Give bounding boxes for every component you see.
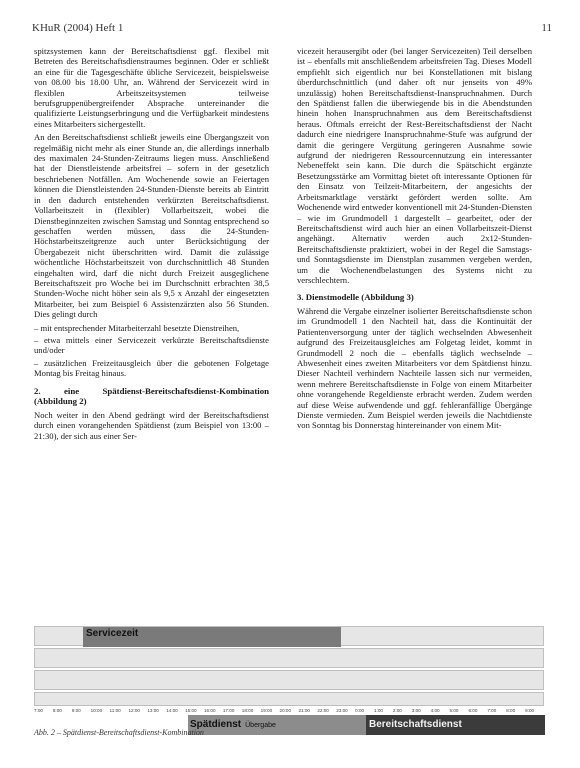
time-tick-label: 7:00 [487,708,497,713]
figure-band [34,648,544,668]
time-tick-label: 17:00 [222,708,235,713]
paragraph: vicezeit herausergibt oder (bei langer Servicezeiten) Teil derselben ist – ebenfalls mit anschließendem arbeitsfreien Tag. Dieses Modell empfiehlt sich eigentlich nur bei Konstellationen mit bislang überdurchschnittlich (und daher oft nur jenseits von 49% unzulässig) hohen Bereitschaftsdienst-Inanspruchnahmen. Durch den Spätdienst fallen die überwiegende bis in die Abendstunden hinein hohen Inanspruchnahmen aus dem Bereitschaftsdienst heraus. Oftmals erreicht der Rest-Bereitschaftsdienst der Nacht dadurch eine niedrigere Inanspruchnahme-Stufe was aufgrund der damit die geringere Vergütung geringeren Ausnahme sowie aufgrund der niedrigeren Ressourcennutzung ein interessanter Nebeneffekt sein kann. Die durch die Spätschicht ergänzte Besetzungsstärke am Vormittag bietet oft interessante Optionen für den Einsatz von Teilzeit-Mitarbeitern, der angesichts der Arbeitsmarktlage verstärkt gefördert werden sollte. Am Wochenende wird entweder konventionell mit 24-Stunden-Diensten – wie im Grundmodell 1 dargestellt – gearbeitet, oder der Bereitschaftsdienst wird auch hier an einen Vollarbeitszeit-Dienst angehängt. Alternativ werden auch 2x12-Stunden-Bereitschaftsdienste praktiziert, wobei in der Regel die Samstags- und Sonntagsdienste im Dienstplan zusammen vergeben werden, um die Wochenendbelastungen des Systems nicht zu verschlechtern. [297,46,532,285]
dash-item: – mit entsprechender Mitarbeiterzahl besetzte Dienstreihen, [34,322,240,333]
time-tick-label: 6:00 [468,708,478,713]
running-head [32,22,552,36]
right-column [297,46,532,434]
time-tick-label: 20:00 [279,708,292,713]
spaetdienst-sublabel: Übergabe [245,722,276,729]
bereitschaftsdienst-bar: Bereitschaftsdienst [366,715,545,735]
page-number: 11 [541,22,552,34]
figure-band [34,692,544,706]
time-tick-label: 13:00 [147,708,159,713]
time-tick-label: 3:00 [411,708,421,713]
dash-item: – zusätzlichen Freizeitausgleich über die gebotenen Folgetage Montag bis Freitag hinaus. [34,357,269,379]
journal-reference: KHuR (2004) Heft 1 [32,22,124,34]
time-axis [34,708,544,718]
paragraph: Während die Vergabe einzelner isolierter Bereitschaftsdienste schon im Grundmodell 1 den Nachteil hat, dass die Kontinuität der Patientenversorgung unter der täglich wechselnden Abwesenheit aufgrund des Freizeitausgleiches am Folgetag leidet, kommt in Grundmodell 2 noch die – ebenfalls täglich wechselnde – Abwesenheit eines zweiten Mitarbeiters vor dem Spätdienst hinzu. Dieser Nachteil verhindern Nachteile lassen sich nur vermeiden, wenn mehrere Bereitschaftsdienste in Folge von einem Mitarbeiter ohne vorangehende Regeldienste erbracht werden. Zudem werden auf diese Weise aufwendende und ggf. fehleranfällige Übergänge Dienste vermieden. Zum Beispiel werden jeweils die Nachtdienste von Sonntag bis Donnerstag hintereinander von einem Mit- [297,305,532,431]
time-tick-label: 19:00 [260,708,273,713]
time-tick-label: 5:00 [449,708,459,713]
time-tick-label: 10:00 [90,708,103,713]
paragraph: An den Bereitschaftsdienst schließt jeweils eine Übergangszeit von regelmäßig nicht mehr als einer Stunde an, die allerdings innerhalb des maximalen 24-Stunden-Zeitraums liegen muss. Anschließend hat der Dienstleistende arbeitsfrei – sofern in der gesetzlich beschriebenen Notfällen. Am Wochenende sowie an Feiertagen können die Dienstleistenden 24-Stunden-Dienste bereits ab Eintritt in den dadurch entstehenden verkürzten Bereitschaftsdienst. Vollarbeitszeit in (flexibler) Vollarbeitszeit, wobei die Dienstbeginnzeiten zwischen Samstag und Sonntag entsprechend so geschaffen werden müssen, dass die 24-Stunden-Höchstarbeitszeitgrenze auch unter Berücksichtigung der Übergabezeit nicht überschritten wird. Damit die zulässige wöchentliche Höchstarbeitszeit von durchschnittlich 48 Stunden eingehalten wird, darf die nicht durch Freizeit ausgeglichene Bereitschaftszeit pro Woche bei im Durchschnitt erbrachten 38,5 Stunden-Woche nicht höher sein als 9,5 x Anzahl der eingesetzten Mitarbeiter, bei zum Beispiel 6 Assistenzärzten also 56 Stunden. Dies gelingt durch [34,132,269,320]
figure-caption: Abb. 2 – Spätdienst-Bereitschaftsdienst-Kombination [34,728,204,737]
time-tick-label: 22:00 [317,708,329,713]
time-tick-label: 9:00 [525,708,535,713]
time-tick-label: 15:00 [185,708,197,713]
time-tick-label: 0:00 [355,708,365,713]
time-tick-label: 7:00 [34,708,43,713]
spaetdienst-bar [188,715,366,735]
time-tick-label: 9:00 [71,708,81,713]
time-tick-label: 8:00 [506,708,516,713]
paragraph: spitzsystemen kann der Bereitschaftsdienst ggf. flexibel mit Betreten des Bereitschaftsdienstraumes beginnen. Oder er schließt an eine für die Tagesgeschäfte übliche Servicezeit, beispielsweise von 08.00 bis 18.00 Uhr, an. Während der Servicezeit wird in flexiblen Arbeitszeitsystemen teilweise berufsgruppenübergreifender Absprache untereinander die qualifizierte Leistungserbringung und die Verfügbarkeit mindestens eines Mitarbeiters sichergestellt. [34,46,269,129]
schedule-figure [34,626,544,730]
section-heading: 2. eine Spätdienst-Bereitschaftsdienst-Kombination (Abbildung 2) [34,385,269,407]
time-tick-label: 23:00 [336,708,348,713]
paragraph: Noch weiter in den Abend gedrängt wird der Bereitschaftsdienst durch einen vorangehenden Spätdienst (zum Beispiel von 13:00 – 21:30), der sich aus einer Ser- [34,409,269,441]
time-tick-label: 12:00 [128,708,140,713]
section-heading: 3. Dienstmodelle (Abbildung 3) [297,292,414,303]
dash-item: – etwa mittels einer Servicezeit verkürzte Bereitschaftsdienste und/oder [34,334,269,356]
time-tick-label: 11:00 [109,708,121,713]
time-tick-label: 21:00 [298,708,310,713]
left-column [34,46,269,444]
time-tick-label: 8:00 [52,708,62,713]
time-tick-label: 16:00 [204,708,216,713]
time-tick-label: 2:00 [392,708,402,713]
time-tick-label: 1:00 [374,708,383,713]
time-tick-label: 4:00 [430,708,440,713]
figure-band [34,626,544,646]
spaetdienst-label: Spätdienst [190,719,242,730]
time-tick-label: 14:00 [166,708,178,713]
servicezeit-bar: Servicezeit [83,627,341,647]
time-tick-label: 18:00 [241,708,254,713]
